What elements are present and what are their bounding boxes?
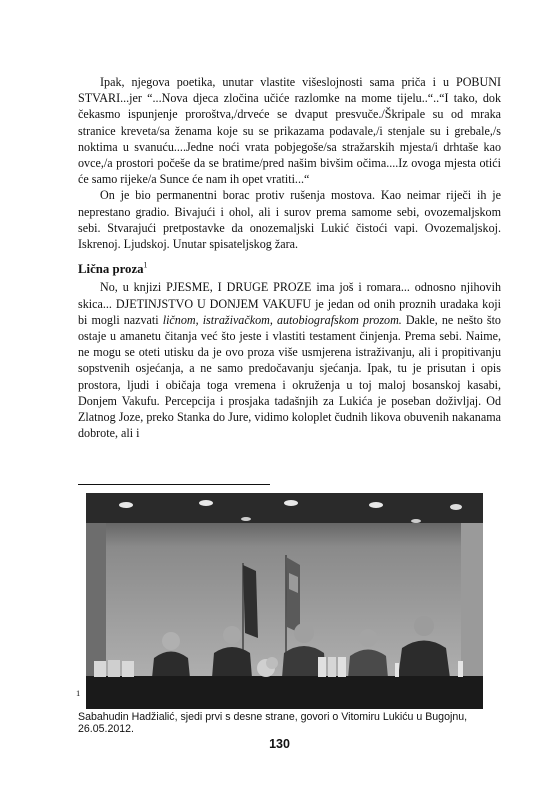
photo-press-conference-icon bbox=[86, 493, 483, 709]
footnote-separator bbox=[78, 484, 270, 485]
section-heading bbox=[78, 261, 501, 277]
paragraph-1 bbox=[78, 74, 501, 187]
paragraph-3 bbox=[78, 279, 501, 441]
heading-footnote-ref: 1 bbox=[143, 260, 148, 270]
text-segment: On je bio permanentni borac protiv rušenja mostova. Kao neimar riječi ih je neprestano gradio. Bivajući i ohol, ali i surov prema samome sebi, ovozemaljskom sebi. Stvarajući pretpostavke da onozemaljski Lukić čistoći vapi. Ovozemaljskoj. Iskrenoj. Ljudskoj. Unutar spisateljskog žara. bbox=[78, 188, 501, 252]
text-segment: Dakle, ne nešto što ostaje u amanetu čitanja već što jeste i vlastiti testament činjenja. Prema sebi. Naime, ne mogu se oteti utisku da je ovo proza više usmjerena istraživanju, ali i propitivanju sopstvenih osjećanja, a ne samo predočavanju sjećanja. Ipak, tu je prisutan i opis prostora, ljudi i običaja toga vremena i okruženja u toj maloj bosanskoj kasabi, Donjem Vakufu. Percepcija i prosjaka tadašnjih za Lukića je poseban doživljaj. Od Zlatnog Joze, preko Stanka do Jure, vidimo koloplet čudnih likova obuvenih nakanama dobrote, ali i bbox=[78, 312, 501, 441]
text-segment: No, u knjizi PJESME, I DRUGE PROZE ima još i romara... odnosno njihovih skica... DJETINJSTVO U DONJEM VAKUFU je jedan od onih proznih uradaka koji bi mogli nazvati bbox=[78, 280, 501, 327]
heading-text: Lična proza bbox=[78, 262, 144, 277]
event-photo bbox=[86, 493, 483, 709]
text-segment: ličnom, istraživačkom, autobiografskom prozom. bbox=[162, 312, 402, 327]
footnote-marker: 1 bbox=[76, 688, 81, 698]
page-number: 130 bbox=[269, 737, 290, 751]
text-segment: Ipak, njegova poetika, unutar vlastite višeslojnosti sama priča i u POBUNI STVARI...jer “...Nova djeca zločina učiće razlomke na mome tijelu..“..“I tako, dok čekasmo ispunjenje proroštva,/drveće se dvaput presvuče./Škripale su od mraka stranice kreveta/sa ženama koje su se prikazama podavale,/i stenjale su i grebale,/s noktima u svanuću....Jedne noći vrata pobjegoše/sa stražarskih mjesta/i drhtaše kao ovce,/a prostori počeše da se bratime/pred našim bivšim očima....Iz ovoga mjesta otići će samo rijeke/a Sunce će nam ih opet vratiti...“ bbox=[78, 75, 501, 187]
body-text bbox=[78, 74, 501, 441]
photo-caption: Sabahudin Hadžialić, sjedi prvi s desne strane, govori o Vitomiru Lukiću u Bugojnu, 26.05.2012. bbox=[78, 711, 468, 736]
paragraph-2 bbox=[78, 187, 501, 252]
